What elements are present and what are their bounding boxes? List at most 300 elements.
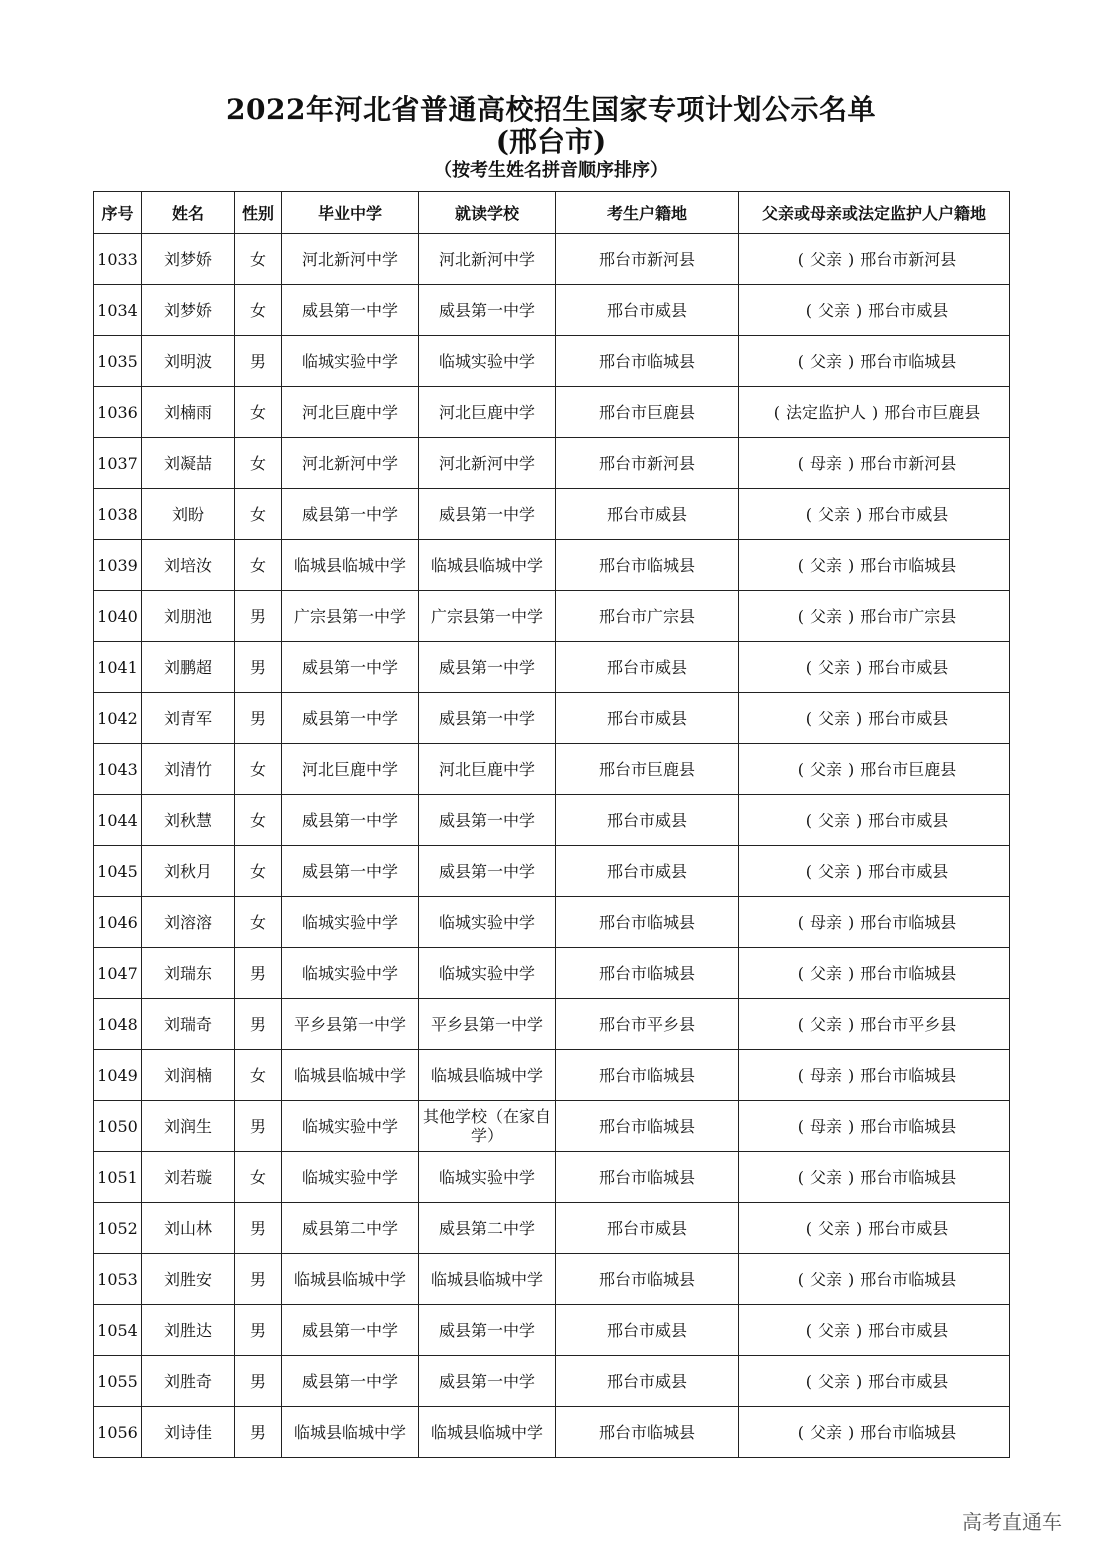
guardian-relation: 父亲 (809, 249, 842, 269)
cell-id: 1047 (94, 948, 142, 999)
cell-gender: 女 (235, 897, 282, 948)
cell-hukou: 邢台市临城县 (556, 897, 739, 948)
table-row (94, 999, 1010, 1050)
cell-id: 1046 (94, 897, 142, 948)
cell-grad-school: 威县第一中学 (282, 693, 419, 744)
header-row (94, 192, 1010, 234)
cell-name: 刘秋月 (142, 846, 235, 897)
cell-hukou: 邢台市威县 (556, 1203, 739, 1254)
open-paren: ( (797, 249, 804, 269)
cell-current-school: 威县第二中学 (419, 1203, 556, 1254)
cell-id: 1049 (94, 1050, 142, 1101)
cell-id: 1043 (94, 744, 142, 795)
cell-name: 刘朋池 (142, 591, 235, 642)
close-paren: ) (856, 861, 863, 881)
header-id: 序号 (94, 192, 142, 234)
cell-current-school: 河北新河中学 (419, 438, 556, 489)
guardian-relation: 父亲 (817, 810, 850, 830)
cell-gender: 男 (235, 1407, 282, 1458)
cell-id: 1038 (94, 489, 142, 540)
cell-hukou: 邢台市威县 (556, 642, 739, 693)
cell-gender: 女 (235, 438, 282, 489)
close-paren: ) (848, 351, 855, 371)
cell-name: 刘清竹 (142, 744, 235, 795)
cell-name: 刘溶溶 (142, 897, 235, 948)
table-row (94, 693, 1010, 744)
cell-hukou: 邢台市巨鹿县 (556, 744, 739, 795)
guardian-hukou: 邢台市巨鹿县 (860, 759, 957, 779)
cell-guardian-hukou (739, 846, 1010, 897)
cell-guardian-hukou (739, 1152, 1010, 1203)
cell-gender: 男 (235, 642, 282, 693)
header-hukou: 考生户籍地 (556, 192, 739, 234)
cell-guardian-hukou (739, 591, 1010, 642)
table-row (94, 1203, 1010, 1254)
guardian-relation: 父亲 (809, 963, 842, 983)
table-row (94, 285, 1010, 336)
guardian-relation: 父亲 (817, 657, 850, 677)
cell-gender: 男 (235, 1101, 282, 1152)
cell-id: 1052 (94, 1203, 142, 1254)
cell-gender: 女 (235, 489, 282, 540)
cell-id: 1035 (94, 336, 142, 387)
cell-grad-school: 河北新河中学 (282, 438, 419, 489)
table-row (94, 1407, 1010, 1458)
cell-name: 刘诗佳 (142, 1407, 235, 1458)
cell-id: 1054 (94, 1305, 142, 1356)
cell-current-school: 威县第一中学 (419, 795, 556, 846)
table-row (94, 336, 1010, 387)
cell-name: 刘若璇 (142, 1152, 235, 1203)
cell-grad-school: 威县第一中学 (282, 285, 419, 336)
cell-hukou: 邢台市新河县 (556, 438, 739, 489)
close-paren: ) (856, 1320, 863, 1340)
close-paren: ) (848, 1014, 855, 1034)
cell-guardian-hukou (739, 744, 1010, 795)
guardian-hukou: 邢台市临城县 (860, 555, 957, 575)
cell-guardian-hukou (739, 999, 1010, 1050)
guardian-relation: 父亲 (809, 1167, 842, 1187)
cell-gender: 女 (235, 234, 282, 285)
cell-id: 1048 (94, 999, 142, 1050)
guardian-relation: 父亲 (817, 300, 850, 320)
cell-name: 刘山林 (142, 1203, 235, 1254)
open-paren: ( (805, 1218, 812, 1238)
cell-name: 刘瑞东 (142, 948, 235, 999)
cell-hukou: 邢台市威县 (556, 1305, 739, 1356)
guardian-hukou: 邢台市平乡县 (860, 1014, 957, 1034)
guardian-relation: 母亲 (809, 453, 842, 473)
cell-hukou: 邢台市临城县 (556, 336, 739, 387)
cell-current-school: 临城实验中学 (419, 1152, 556, 1203)
guardian-hukou: 邢台市广宗县 (860, 606, 957, 626)
cell-guardian-hukou (739, 1050, 1010, 1101)
guardian-hukou: 邢台市威县 (868, 708, 949, 728)
cell-id: 1041 (94, 642, 142, 693)
cell-hukou: 邢台市临城县 (556, 1101, 739, 1152)
cell-current-school: 平乡县第一中学 (419, 999, 556, 1050)
cell-grad-school: 威县第一中学 (282, 795, 419, 846)
cell-current-school: 临城县临城中学 (419, 1407, 556, 1458)
guardian-relation: 母亲 (809, 1065, 842, 1085)
table-row (94, 489, 1010, 540)
cell-guardian-hukou (739, 1305, 1010, 1356)
guardian-relation: 父亲 (817, 1371, 850, 1391)
open-paren: ( (805, 708, 812, 728)
table-row (94, 1254, 1010, 1305)
open-paren: ( (805, 504, 812, 524)
close-paren: ) (848, 912, 855, 932)
page-subtitle: (邢台市) (495, 125, 607, 158)
cell-name: 刘胜安 (142, 1254, 235, 1305)
table-row (94, 897, 1010, 948)
close-paren: ) (856, 708, 863, 728)
cell-hukou: 邢台市巨鹿县 (556, 387, 739, 438)
open-paren: ( (797, 1116, 804, 1136)
cell-grad-school: 威县第一中学 (282, 489, 419, 540)
open-paren: ( (797, 351, 804, 371)
watermark: 高考直通车 (962, 1510, 1062, 1534)
guardian-relation: 父亲 (809, 1014, 842, 1034)
cell-current-school: 临城实验中学 (419, 897, 556, 948)
table-row (94, 642, 1010, 693)
guardian-hukou: 邢台市临城县 (860, 351, 957, 371)
cell-grad-school: 临城实验中学 (282, 1152, 419, 1203)
guardian-hukou: 邢台市威县 (868, 1371, 949, 1391)
close-paren: ) (856, 1371, 863, 1391)
close-paren: ) (856, 810, 863, 830)
cell-guardian-hukou (739, 489, 1010, 540)
open-paren: ( (797, 555, 804, 575)
cell-hukou: 邢台市临城县 (556, 948, 739, 999)
cell-id: 1045 (94, 846, 142, 897)
page-title: 2022年河北省普通高校招生国家专项计划公示名单 (226, 93, 876, 126)
guardian-hukou: 邢台市威县 (868, 657, 949, 677)
cell-guardian-hukou (739, 948, 1010, 999)
cell-id: 1040 (94, 591, 142, 642)
guardian-hukou: 邢台市威县 (868, 861, 949, 881)
guardian-relation: 父亲 (817, 861, 850, 881)
cell-guardian-hukou (739, 795, 1010, 846)
table-row (94, 387, 1010, 438)
cell-current-school: 广宗县第一中学 (419, 591, 556, 642)
close-paren: ) (848, 1422, 855, 1442)
cell-grad-school: 临城实验中学 (282, 336, 419, 387)
roster-table (93, 191, 1010, 1458)
close-paren: ) (848, 1269, 855, 1289)
cell-guardian-hukou (739, 540, 1010, 591)
cell-current-school: 威县第一中学 (419, 1305, 556, 1356)
cell-grad-school: 威县第二中学 (282, 1203, 419, 1254)
cell-gender: 女 (235, 846, 282, 897)
cell-current-school: 其他学校（在家自学） (419, 1101, 556, 1152)
cell-gender: 男 (235, 693, 282, 744)
cell-hukou: 邢台市新河县 (556, 234, 739, 285)
cell-name: 刘润生 (142, 1101, 235, 1152)
table-row (94, 1101, 1010, 1152)
cell-guardian-hukou (739, 897, 1010, 948)
close-paren: ) (848, 1116, 855, 1136)
cell-id: 1053 (94, 1254, 142, 1305)
cell-name: 刘秋慧 (142, 795, 235, 846)
guardian-hukou: 邢台市临城县 (860, 1422, 957, 1442)
cell-current-school: 河北巨鹿中学 (419, 387, 556, 438)
close-paren: ) (856, 657, 863, 677)
open-paren: ( (797, 759, 804, 779)
open-paren: ( (805, 1371, 812, 1391)
open-paren: ( (805, 1320, 812, 1340)
cell-gender: 女 (235, 1050, 282, 1101)
open-paren: ( (805, 861, 812, 881)
table-row (94, 846, 1010, 897)
header-gender: 性别 (235, 192, 282, 234)
close-paren: ) (856, 504, 863, 524)
cell-guardian-hukou (739, 1407, 1010, 1458)
guardian-relation: 父亲 (817, 708, 850, 728)
guardian-hukou: 邢台市威县 (868, 504, 949, 524)
open-paren: ( (805, 657, 812, 677)
table-row (94, 234, 1010, 285)
sort-note: （按考生姓名拼音顺序排序） (434, 160, 668, 181)
cell-name: 刘瑞奇 (142, 999, 235, 1050)
cell-guardian-hukou (739, 387, 1010, 438)
table-row (94, 1356, 1010, 1407)
header-guardian-hukou: 父亲或母亲或法定监护人户籍地 (739, 192, 1010, 234)
open-paren: ( (797, 453, 804, 473)
cell-name: 刘胜达 (142, 1305, 235, 1356)
cell-guardian-hukou (739, 285, 1010, 336)
open-paren: ( (773, 402, 780, 422)
open-paren: ( (797, 1014, 804, 1034)
guardian-hukou: 邢台市临城县 (860, 1116, 957, 1136)
cell-name: 刘胜奇 (142, 1356, 235, 1407)
cell-grad-school: 临城实验中学 (282, 948, 419, 999)
close-paren: ) (848, 1167, 855, 1187)
cell-hukou: 邢台市临城县 (556, 540, 739, 591)
cell-guardian-hukou (739, 438, 1010, 489)
cell-current-school: 威县第一中学 (419, 489, 556, 540)
cell-hukou: 邢台市广宗县 (556, 591, 739, 642)
cell-grad-school: 威县第一中学 (282, 1305, 419, 1356)
cell-gender: 男 (235, 948, 282, 999)
guardian-hukou: 邢台市新河县 (860, 453, 957, 473)
cell-hukou: 邢台市威县 (556, 1356, 739, 1407)
open-paren: ( (797, 1269, 804, 1289)
cell-gender: 男 (235, 1254, 282, 1305)
cell-gender: 女 (235, 540, 282, 591)
open-paren: ( (797, 606, 804, 626)
close-paren: ) (856, 1218, 863, 1238)
cell-grad-school: 威县第一中学 (282, 846, 419, 897)
cell-hukou: 邢台市临城县 (556, 1254, 739, 1305)
cell-hukou: 邢台市平乡县 (556, 999, 739, 1050)
guardian-relation: 父亲 (817, 504, 850, 524)
guardian-hukou: 邢台市临城县 (860, 1167, 957, 1187)
cell-grad-school: 平乡县第一中学 (282, 999, 419, 1050)
guardian-hukou: 邢台市威县 (868, 300, 949, 320)
cell-name: 刘润楠 (142, 1050, 235, 1101)
table-row (94, 948, 1010, 999)
close-paren: ) (848, 759, 855, 779)
guardian-hukou: 邢台市新河县 (860, 249, 957, 269)
cell-gender: 女 (235, 744, 282, 795)
cell-gender: 女 (235, 285, 282, 336)
open-paren: ( (797, 1167, 804, 1187)
cell-id: 1033 (94, 234, 142, 285)
open-paren: ( (797, 963, 804, 983)
table-row (94, 438, 1010, 489)
guardian-hukou: 邢台市威县 (868, 1218, 949, 1238)
guardian-relation: 父亲 (809, 759, 842, 779)
cell-name: 刘鹏超 (142, 642, 235, 693)
header-grad-school: 毕业中学 (282, 192, 419, 234)
cell-guardian-hukou (739, 1203, 1010, 1254)
header-name: 姓名 (142, 192, 235, 234)
cell-name: 刘明波 (142, 336, 235, 387)
table-row (94, 591, 1010, 642)
guardian-relation: 母亲 (809, 1116, 842, 1136)
guardian-relation: 母亲 (809, 912, 842, 932)
cell-name: 刘盼 (142, 489, 235, 540)
open-paren: ( (797, 1065, 804, 1085)
open-paren: ( (797, 1422, 804, 1442)
close-paren: ) (848, 249, 855, 269)
cell-id: 1044 (94, 795, 142, 846)
cell-hukou: 邢台市威县 (556, 846, 739, 897)
guardian-relation: 父亲 (809, 555, 842, 575)
close-paren: ) (848, 606, 855, 626)
cell-grad-school: 河北巨鹿中学 (282, 387, 419, 438)
table-row (94, 1305, 1010, 1356)
guardian-hukou: 邢台市威县 (868, 1320, 949, 1340)
cell-gender: 女 (235, 387, 282, 438)
cell-name: 刘梦娇 (142, 234, 235, 285)
cell-id: 1039 (94, 540, 142, 591)
cell-gender: 男 (235, 1356, 282, 1407)
guardian-hukou: 邢台市临城县 (860, 1269, 957, 1289)
table-row (94, 795, 1010, 846)
guardian-relation: 父亲 (809, 351, 842, 371)
cell-hukou: 邢台市临城县 (556, 1152, 739, 1203)
cell-current-school: 威县第一中学 (419, 1356, 556, 1407)
cell-hukou: 邢台市临城县 (556, 1407, 739, 1458)
cell-gender: 男 (235, 1203, 282, 1254)
guardian-hukou: 邢台市临城县 (860, 963, 957, 983)
table-row (94, 744, 1010, 795)
cell-id: 1056 (94, 1407, 142, 1458)
close-paren: ) (848, 555, 855, 575)
cell-grad-school: 临城实验中学 (282, 1101, 419, 1152)
cell-name: 刘凝喆 (142, 438, 235, 489)
cell-current-school: 临城县临城中学 (419, 1254, 556, 1305)
cell-guardian-hukou (739, 234, 1010, 285)
header-current-school: 就读学校 (419, 192, 556, 234)
cell-guardian-hukou (739, 1101, 1010, 1152)
cell-id: 1034 (94, 285, 142, 336)
cell-id: 1036 (94, 387, 142, 438)
close-paren: ) (848, 1065, 855, 1085)
close-paren: ) (848, 963, 855, 983)
guardian-relation: 父亲 (809, 1269, 842, 1289)
guardian-hukou: 邢台市巨鹿县 (884, 402, 981, 422)
table-row (94, 1050, 1010, 1101)
guardian-relation: 父亲 (809, 606, 842, 626)
open-paren: ( (805, 300, 812, 320)
cell-hukou: 邢台市威县 (556, 489, 739, 540)
cell-guardian-hukou (739, 1356, 1010, 1407)
cell-current-school: 威县第一中学 (419, 846, 556, 897)
roster-body (94, 234, 1010, 1458)
cell-current-school: 威县第一中学 (419, 693, 556, 744)
cell-id: 1055 (94, 1356, 142, 1407)
cell-grad-school: 临城县临城中学 (282, 1050, 419, 1101)
cell-current-school: 威县第一中学 (419, 285, 556, 336)
cell-current-school: 威县第一中学 (419, 642, 556, 693)
guardian-hukou: 邢台市临城县 (860, 912, 957, 932)
cell-grad-school: 威县第一中学 (282, 1356, 419, 1407)
cell-guardian-hukou (739, 336, 1010, 387)
cell-gender: 男 (235, 999, 282, 1050)
cell-hukou: 邢台市威县 (556, 693, 739, 744)
table-row (94, 1152, 1010, 1203)
guardian-relation: 父亲 (809, 1422, 842, 1442)
cell-name: 刘青军 (142, 693, 235, 744)
cell-current-school: 临城县临城中学 (419, 540, 556, 591)
cell-grad-school: 临城县临城中学 (282, 540, 419, 591)
cell-current-school: 临城实验中学 (419, 336, 556, 387)
cell-id: 1037 (94, 438, 142, 489)
guardian-hukou: 邢台市威县 (868, 810, 949, 830)
cell-name: 刘梦娇 (142, 285, 235, 336)
cell-hukou: 邢台市临城县 (556, 1050, 739, 1101)
table-row (94, 540, 1010, 591)
cell-guardian-hukou (739, 693, 1010, 744)
cell-guardian-hukou (739, 642, 1010, 693)
cell-hukou: 邢台市威县 (556, 285, 739, 336)
cell-current-school: 临城实验中学 (419, 948, 556, 999)
cell-current-school: 河北巨鹿中学 (419, 744, 556, 795)
cell-guardian-hukou (739, 1254, 1010, 1305)
cell-name: 刘楠雨 (142, 387, 235, 438)
cell-grad-school: 河北新河中学 (282, 234, 419, 285)
cell-gender: 男 (235, 336, 282, 387)
close-paren: ) (848, 453, 855, 473)
cell-current-school: 临城县临城中学 (419, 1050, 556, 1101)
cell-gender: 女 (235, 795, 282, 846)
cell-grad-school: 威县第一中学 (282, 642, 419, 693)
close-paren: ) (872, 402, 879, 422)
cell-hukou: 邢台市威县 (556, 795, 739, 846)
cell-grad-school: 临城实验中学 (282, 897, 419, 948)
cell-gender: 男 (235, 591, 282, 642)
cell-gender: 女 (235, 1152, 282, 1203)
cell-id: 1051 (94, 1152, 142, 1203)
cell-current-school: 河北新河中学 (419, 234, 556, 285)
cell-grad-school: 广宗县第一中学 (282, 591, 419, 642)
cell-grad-school: 临城县临城中学 (282, 1407, 419, 1458)
guardian-relation: 父亲 (817, 1218, 850, 1238)
cell-gender: 男 (235, 1305, 282, 1356)
cell-id: 1042 (94, 693, 142, 744)
cell-name: 刘培汝 (142, 540, 235, 591)
cell-grad-school: 临城县临城中学 (282, 1254, 419, 1305)
close-paren: ) (856, 300, 863, 320)
cell-grad-school: 河北巨鹿中学 (282, 744, 419, 795)
guardian-hukou: 邢台市临城县 (860, 1065, 957, 1085)
open-paren: ( (797, 912, 804, 932)
guardian-relation: 父亲 (817, 1320, 850, 1340)
open-paren: ( (805, 810, 812, 830)
